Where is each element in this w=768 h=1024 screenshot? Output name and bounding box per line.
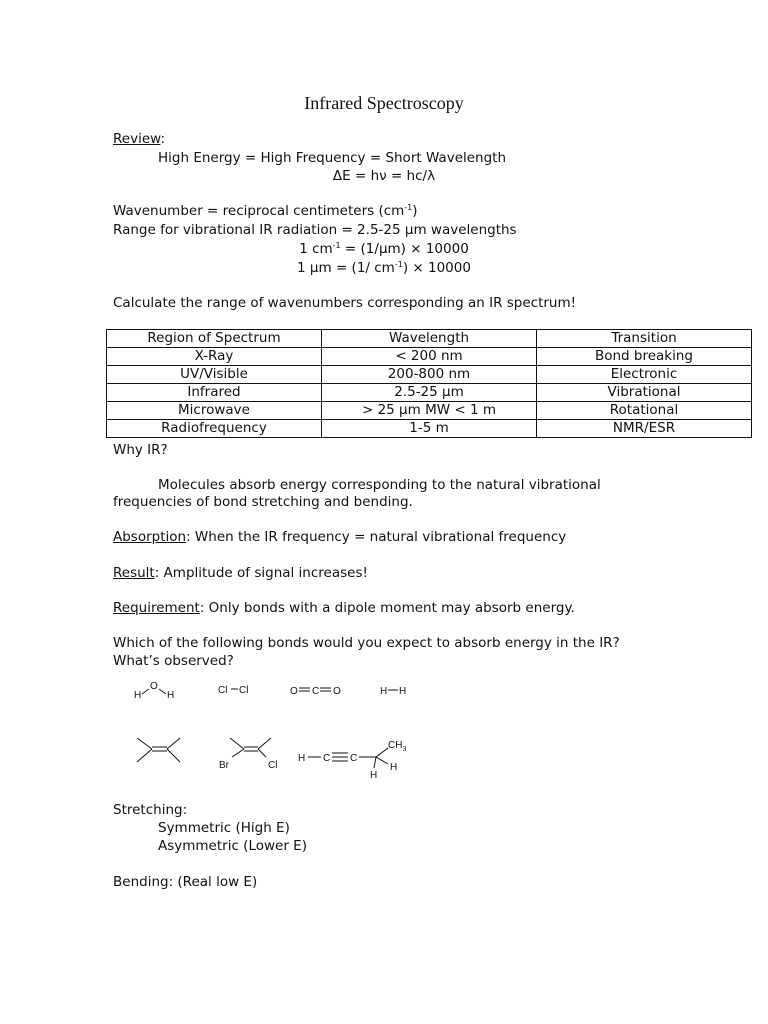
asymmetric-line: Asymmetric (Lower E) [158,838,307,854]
molecules-line-1: Molecules absorb energy corresponding to the natural vibrational [158,477,601,493]
bending-line: Bending: (Real low E) [113,874,258,890]
review-line-2: ΔE = hν = hc/λ [332,168,436,184]
table-cell: 1-5 m [322,420,537,438]
absorption-label: Absorption [113,529,187,545]
conversion-1-superscript: -1 [332,241,341,250]
table-cell: Bond breaking [537,348,752,366]
table-cell: UV/Visible [107,366,322,384]
table-cell: Infrared [107,384,322,402]
alkyne-carbon-label: C [350,753,358,764]
symmetric-line: Symmetric (High E) [158,820,290,836]
result-text: : Amplitude of signal increases! [154,565,368,581]
requirement-label: Requirement [113,600,200,616]
document-title: Infrared Spectroscopy [304,93,464,113]
water-hydrogen-label: H [134,690,142,701]
wavenumber-text: Wavenumber = reciprocal centimeters (cm [113,203,405,219]
co2-oxygen-label: O [333,686,341,697]
table-row [107,384,752,402]
chlorine-structure [218,685,248,696]
wavenumber-close: ) [412,203,418,219]
table-cell: Electronic [537,366,752,384]
water-bond-right [159,689,166,694]
alkene-bond [167,738,180,749]
molecule-row-1 [130,678,430,708]
methyl-subscript: 3 [402,746,407,753]
methyl-text: CH [388,740,403,751]
table-header-cell: Region of Spectrum [107,330,322,348]
conversion-line-1 [0,240,768,258]
calculate-line: Calculate the range of wavenumbers corresponding an IR spectrum! [113,295,577,311]
review-heading [113,130,165,148]
table-header-cell: Transition [537,330,752,348]
halo-alkene-bond [232,749,244,757]
water-hydrogen-label: H [167,690,175,701]
question-line-1: Which of the following bonds would you expect to absorb energy in the IR? [113,635,620,651]
table-row [107,348,752,366]
molecules-line-2: frequencies of bond stretching and bending. [113,494,413,510]
alkyne-structure [298,740,406,781]
table-cell: X-Ray [107,348,322,366]
table-row [107,366,752,384]
co2-oxygen-label: O [290,686,298,697]
requirement-line [113,599,575,617]
alkyne-hydrogen-label: H [390,762,398,773]
range-line: Range for vibrational IR radiation = 2.5-25 μm wavelengths [113,222,517,238]
alkene-bond [167,749,180,762]
chlorine-label: Cl [239,685,249,696]
table-header-row [107,330,752,348]
chlorine-label: Cl [268,760,278,771]
question-line-2: What’s observed? [113,653,234,669]
alkyne-hydrogen-label: H [370,770,378,781]
alkene-bond [137,749,152,762]
table-cell: Vibrational [537,384,752,402]
table-row [107,420,752,438]
table-cell: Microwave [107,402,322,420]
table-header-cell: Wavelength [322,330,537,348]
methyl-label [388,740,406,753]
alkene-bond [137,738,152,749]
hydrogen-label: H [399,686,407,697]
wavenumber-superscript: -1 [404,203,413,212]
methyl-bond [376,748,388,757]
halo-alkene-bond [258,738,271,749]
bromine-label: Br [219,760,229,771]
table-cell: Radiofrequency [107,420,322,438]
absorption-line [113,528,566,546]
stretching-heading: Stretching: [113,802,188,818]
halo-alkene-bond [230,738,244,749]
table-cell: 2.5-25 μm [322,384,537,402]
conversion-1-rest: = (1/μm) × 10000 [340,241,469,257]
result-line [113,564,368,582]
chlorine-label: Cl [218,685,228,696]
table-cell: < 200 nm [322,348,537,366]
hydrogen-structure [380,686,406,697]
halo-alkene-bond [258,749,266,757]
table-cell: Rotational [537,402,752,420]
why-ir-heading: Why IR? [113,442,168,458]
alkene-structure [137,738,180,762]
review-colon: : [160,131,165,147]
alkyne-carbon-label: C [323,753,331,764]
alkyne-hydrogen-label: H [298,753,306,764]
conversion-line-2 [0,259,768,277]
review-line-1: High Energy = High Frequency = Short Wavelength [158,150,507,166]
carbon-dioxide-structure [290,686,341,697]
table-row [107,402,752,420]
water-bond-left [142,689,149,694]
table-cell: > 25 μm MW < 1 m [322,402,537,420]
co2-carbon-label: C [312,686,320,697]
molecule-row-2 [130,735,430,785]
requirement-text: : Only bonds with a dipole moment may absorb energy. [199,600,575,616]
spectrum-table [106,329,752,438]
absorption-text: : When the IR frequency = natural vibrational frequency [186,529,567,545]
conversion-1-text: 1 cm [299,241,333,257]
result-label: Result [113,565,155,581]
table-cell: 200-800 nm [322,366,537,384]
conversion-2-text: 1 μm = (1/ cm [297,260,395,276]
wavenumber-line [113,202,418,220]
review-label: Review [113,131,161,147]
water-structure [134,681,174,701]
hydrogen-label: H [380,686,388,697]
hydrogen-bond [376,757,388,764]
hydrogen-bond [374,757,376,768]
table-cell: NMR/ESR [537,420,752,438]
conversion-2-rest: ) × 10000 [402,260,471,276]
conversion-2-superscript: -1 [394,260,403,269]
halo-alkene-structure [219,738,277,771]
water-oxygen-label: O [150,681,158,692]
